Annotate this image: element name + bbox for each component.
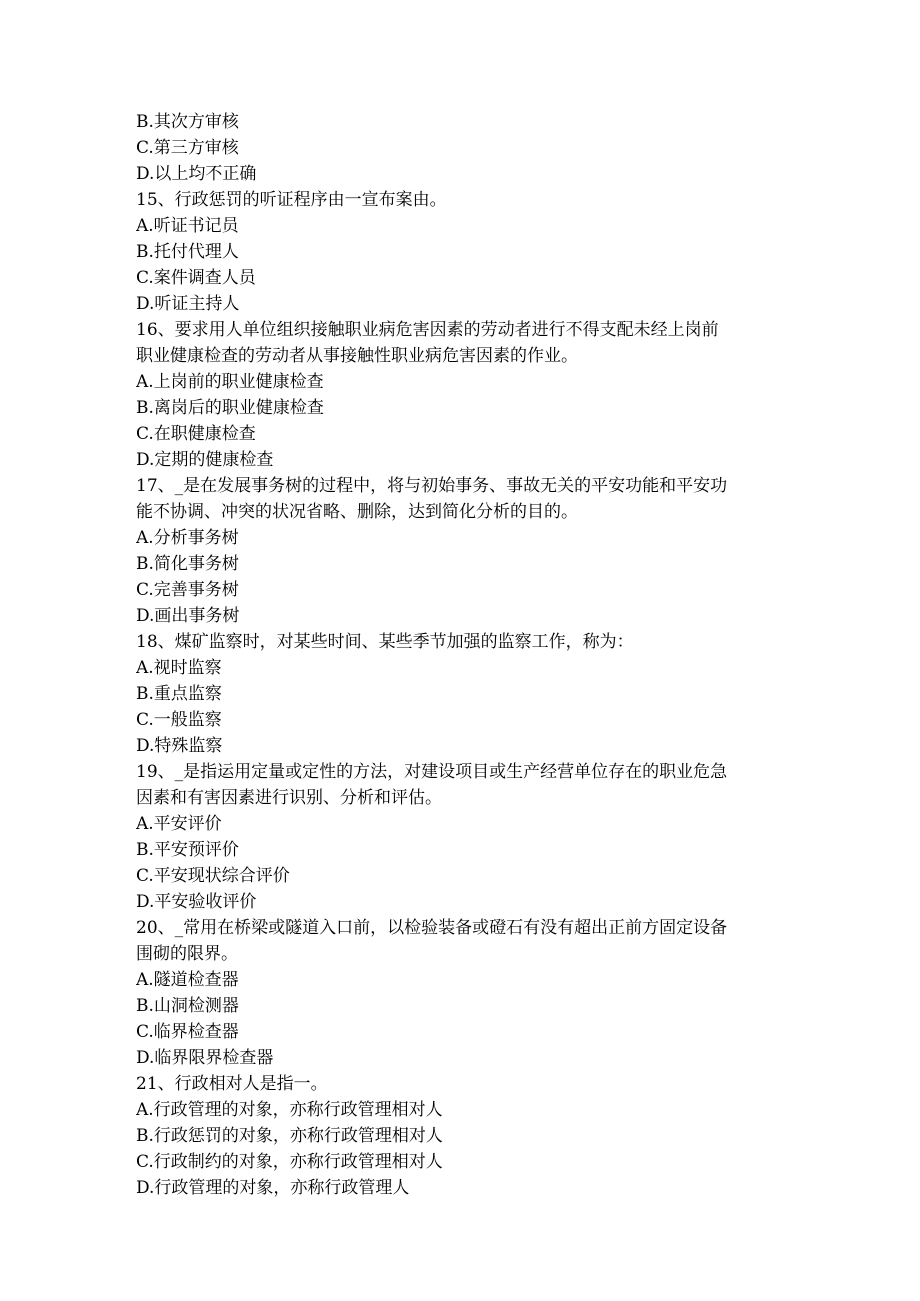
option-19-d: D.平安验收评价	[136, 892, 257, 912]
option-17-c: C.完善事务树	[136, 580, 239, 600]
question-21: 21、行政相对人是指一。	[136, 1074, 328, 1094]
option-19-c: C.平安现状综合评价	[136, 866, 290, 886]
option-15-c: C.案件调查人员	[136, 268, 256, 288]
option-19-b: B.平安预评价	[136, 840, 239, 860]
option-18-a: A.视时监察	[136, 658, 222, 678]
option-15-b: B.托付代理人	[136, 242, 239, 262]
option-21-a: A.行政管理的对象，亦称行政管理相对人	[136, 1100, 443, 1120]
option-15-a: A.听证书记员	[136, 216, 239, 236]
question-19-line-2: 因素和有害因素进行识别、分析和评估。	[136, 788, 442, 808]
question-19-line-1: 19、_是指运用定量或定性的方法，对建设项目或生产经营单位存在的职业危急	[136, 762, 728, 782]
option-20-c: C.临界检查器	[136, 1022, 239, 1042]
option-16-a: A.上岗前的职业健康检查	[136, 372, 324, 392]
option-16-c: C.在职健康检查	[136, 424, 256, 444]
option-19-a: A.平安评价	[136, 814, 222, 834]
question-17-line-1: 17、_是在发展事务树的过程中，将与初始事务、事故无关的平安功能和平安功	[136, 476, 728, 496]
question-20-line-1: 20、_常用在桥梁或隧道入口前，以检验装备或磴石有没有超出正前方固定设备	[136, 918, 728, 938]
question-17-line-2: 能不协调、冲突的状况省略、删除，达到简化分析的目的。	[136, 502, 578, 522]
option-16-d: D.定期的健康检查	[136, 450, 274, 470]
option-20-d: D.临界限界检查器	[136, 1048, 274, 1068]
option-18-c: C.一般监察	[136, 710, 222, 730]
option-20-a: A.隧道检查器	[136, 970, 239, 990]
document-body	[136, 109, 786, 1201]
option-16-b: B.离岗后的职业健康检查	[136, 398, 324, 418]
option-17-a: A.分析事务树	[136, 528, 239, 548]
option-21-d: D.行政管理的对象，亦称行政管理人	[136, 1178, 410, 1198]
option-15-d: D.听证主持人	[136, 294, 240, 314]
option-14-d: D.以上均不正确	[136, 164, 257, 184]
option-14-b: B.其次方审核	[136, 112, 239, 132]
option-17-b: B.简化事务树	[136, 554, 239, 574]
option-18-d: D.特殊监察	[136, 736, 223, 756]
question-20-line-2: 围砌的限界。	[136, 944, 238, 964]
question-15: 15、行政惩罚的听证程序由一宣布案由。	[136, 190, 447, 210]
question-16-line-1: 16、要求用人单位组织接触职业病危害因素的劳动者进行不得支配未经上岗前	[136, 320, 719, 340]
option-21-c: C.行政制约的对象，亦称行政管理相对人	[136, 1152, 443, 1172]
option-21-b: B.行政惩罚的对象，亦称行政管理相对人	[136, 1126, 443, 1146]
question-16-line-2: 职业健康检查的劳动者从事接触性职业病危害因素的作业。	[136, 346, 578, 366]
question-18: 18、煤矿监察时，对某些时间、某些季节加强的监察工作，称为：	[136, 632, 634, 652]
option-18-b: B.重点监察	[136, 684, 222, 704]
option-20-b: B.山洞检测器	[136, 996, 239, 1016]
option-17-d: D.画出事务树	[136, 606, 240, 626]
option-14-c: C.第三方审核	[136, 138, 239, 158]
